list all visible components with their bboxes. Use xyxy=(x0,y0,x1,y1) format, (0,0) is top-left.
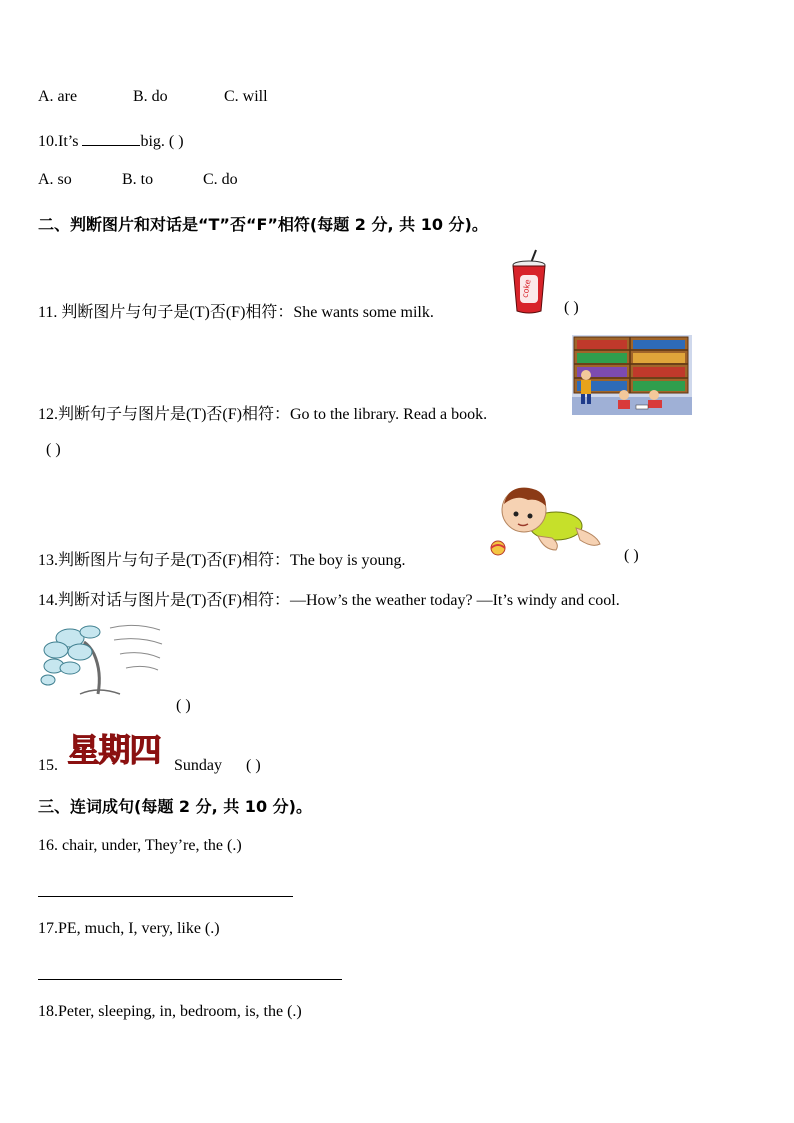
windy-tree-image xyxy=(40,618,166,696)
coke-cup-label: coke xyxy=(520,278,533,299)
thursday-chinese-text: 星期四 xyxy=(67,731,161,769)
coke-cup-image xyxy=(509,249,549,315)
q11-text: 11. 判断图片与句子是(T)否(F)相符：She wants some milk. xyxy=(38,304,434,321)
thursday-chinese-image xyxy=(62,723,166,773)
q9-option-b[interactable]: B. do xyxy=(133,88,168,105)
q17-text: 17.PE, much, I, very, like (.) xyxy=(38,920,220,937)
q10-options xyxy=(38,171,238,189)
q10-blank[interactable] xyxy=(82,131,140,146)
q10-prefix: 10.It’s xyxy=(38,133,83,150)
q13-answer-paren[interactable]: ( ) xyxy=(624,547,639,564)
library-image xyxy=(572,335,692,415)
q15-number: 15. xyxy=(38,757,58,774)
section-3-title: 三、连词成句(每题 2 分, 共 10 分)。 xyxy=(38,797,312,816)
q15-answer-paren[interactable]: ( ) xyxy=(246,757,261,774)
q15-word: Sunday xyxy=(174,757,222,774)
q9-option-c[interactable]: C. will xyxy=(224,88,268,105)
q16-text: 16. chair, under, They’re, the (.) xyxy=(38,837,242,854)
q18-text: 18.Peter, sleeping, in, bedroom, is, the (.) xyxy=(38,1003,302,1020)
q11-answer-paren[interactable]: ( ) xyxy=(564,299,579,316)
section-2-title: 二、判断图片和对话是“T”否“F”相符(每题 2 分, 共 10 分)。 xyxy=(38,215,488,234)
q16-answer-line[interactable] xyxy=(38,896,293,897)
q14-answer-paren[interactable]: ( ) xyxy=(176,697,191,714)
q10-option-a[interactable]: A. so xyxy=(38,171,72,188)
q10-suffix: big. ( ) xyxy=(140,133,184,150)
q10-option-c[interactable]: C. do xyxy=(203,171,238,188)
q10-option-b[interactable]: B. to xyxy=(122,171,154,188)
crawling-baby-image xyxy=(472,482,607,558)
q10-question xyxy=(38,131,184,151)
q9-option-a[interactable]: A. are xyxy=(38,88,78,105)
q13-text: 13.判断图片与句子是(T)否(F)相符：The boy is young. xyxy=(38,552,406,569)
q12-text: 12.判断句子与图片是(T)否(F)相符：Go to the library. Read a book. xyxy=(38,406,488,423)
q9-options xyxy=(38,88,268,106)
q17-answer-line[interactable] xyxy=(38,979,342,980)
q14-text: 14.判断对话与图片是(T)否(F)相符：—How’s the weather today? —It’s windy and cool. xyxy=(38,592,620,609)
q12-answer-paren[interactable]: ( ) xyxy=(46,441,61,458)
